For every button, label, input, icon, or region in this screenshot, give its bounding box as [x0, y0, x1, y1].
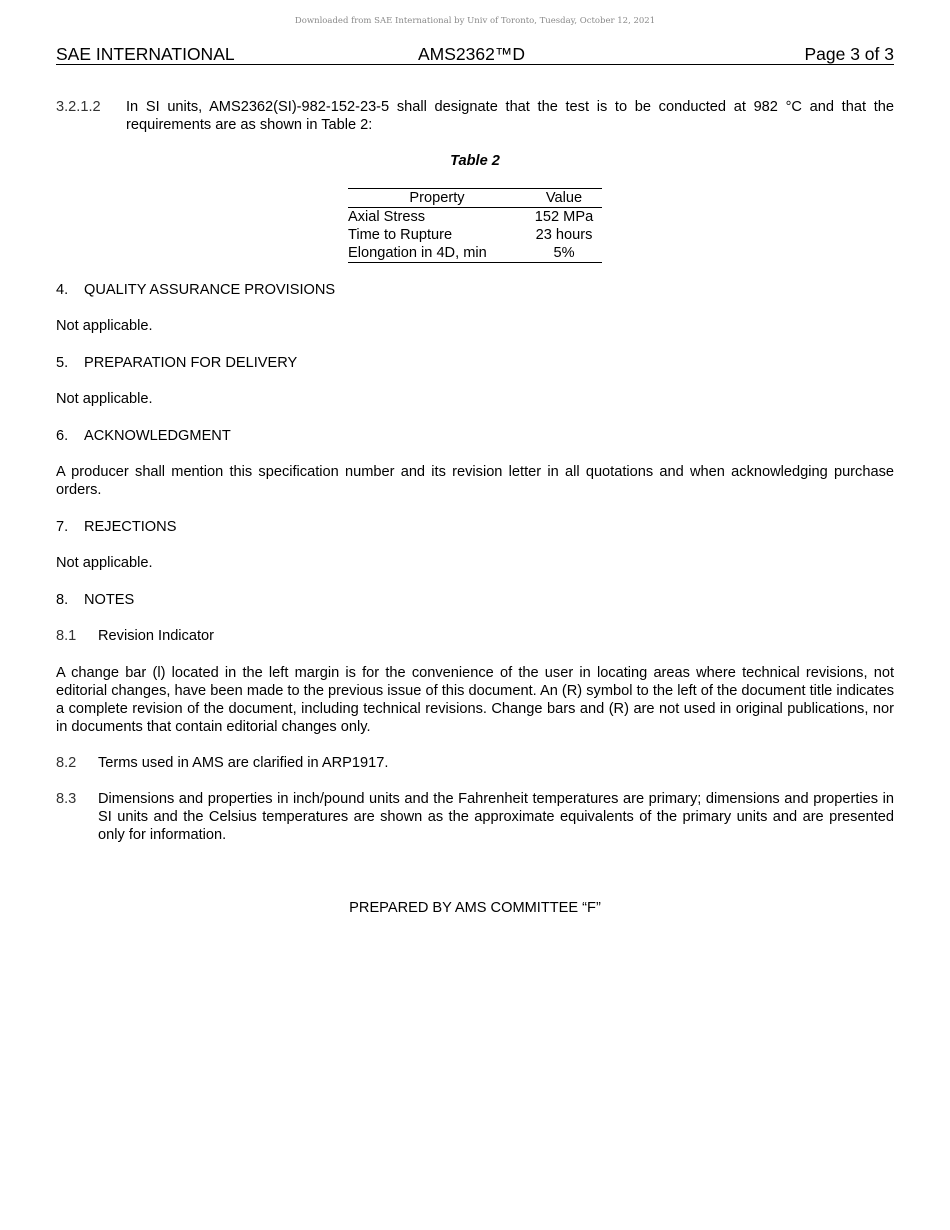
column-header-value: Value: [526, 189, 602, 208]
section-4-body: Not applicable.: [56, 318, 153, 334]
section-title: ACKNOWLEDGMENT: [84, 428, 231, 444]
table-row: [348, 226, 602, 244]
table-row: [348, 244, 602, 263]
section-5-body: Not applicable.: [56, 391, 153, 407]
header-document-id: AMS2362™D: [418, 44, 525, 64]
paragraph-text: Dimensions and properties in inch/pound units and the Fahrenheit temperatures are primary; dimensions and properties in SI units and the Celsius temperatures are shown as the approximate equivalents of the primary units and are presented only for information.: [98, 791, 894, 843]
prepared-by-line: PREPARED BY AMS COMMITTEE “F”: [349, 900, 601, 916]
section-number: 5.: [56, 355, 69, 371]
section-title: REJECTIONS: [84, 519, 177, 535]
section-number: 4.: [56, 282, 69, 298]
header-page-number: Page 3 of 3: [804, 44, 894, 64]
paragraph-8-3: [56, 790, 894, 844]
section-title: PREPARATION FOR DELIVERY: [84, 355, 298, 371]
table-cell-value: 23 hours: [535, 227, 593, 243]
paragraph-text: Terms used in AMS are clarified in ARP1917.: [98, 755, 389, 771]
section-number: 8.1: [56, 628, 77, 644]
section-title: QUALITY ASSURANCE PROVISIONS: [84, 282, 336, 298]
table-cell-value: 152 MPa: [534, 209, 594, 225]
section-6-body: A producer shall mention this specification number and its revision letter in all quotations and when acknowledging purchase orders.: [56, 464, 894, 498]
paragraph-3-2-1-2: [56, 98, 894, 134]
section-number: 7.: [56, 519, 69, 535]
section-8-1-body: A change bar (l) located in the left margin is for the convenience of the user in locating areas where technical revisions, not editorial changes, have been made to the previous issue of this document. An (R) symbol to the left of the document title indicates a complete revision of the document, including technical revisions. Change bars and (R) are not used in original publications, nor in documents that contain editorial changes only.: [56, 665, 894, 735]
paragraph-number: 8.3: [56, 791, 77, 807]
download-watermark: Downloaded from SAE International by Univ of Toronto, Tuesday, October 12, 2021: [294, 16, 656, 26]
paragraph-number: 3.2.1.2: [56, 99, 101, 115]
paragraph-number: 8.2: [56, 755, 77, 771]
table-header-row: [348, 189, 602, 208]
column-header-property: Property: [348, 189, 526, 208]
section-7-body: Not applicable.: [56, 555, 153, 571]
property-table: [348, 188, 602, 263]
table-caption: Table 2: [450, 153, 500, 169]
table-cell-property: Axial Stress: [348, 209, 426, 225]
paragraph-8-2: [56, 754, 894, 772]
page-header: [56, 44, 894, 65]
paragraph-text: In SI units, AMS2362(SI)-982-152-23-5 shall designate that the test is to be conducted at 982 °C and that the requirements are as shown in Table 2:: [126, 99, 894, 133]
table-row: [348, 208, 602, 227]
section-title: NOTES: [84, 592, 135, 608]
table-cell-property: Elongation in 4D, min: [348, 245, 487, 261]
section-number: 8.: [56, 592, 69, 608]
table-cell-value: 5%: [553, 245, 575, 261]
section-number: 6.: [56, 428, 69, 444]
section-title: Revision Indicator: [98, 628, 214, 644]
header-publisher: SAE INTERNATIONAL: [56, 44, 235, 64]
table-cell-property: Time to Rupture: [348, 227, 453, 243]
